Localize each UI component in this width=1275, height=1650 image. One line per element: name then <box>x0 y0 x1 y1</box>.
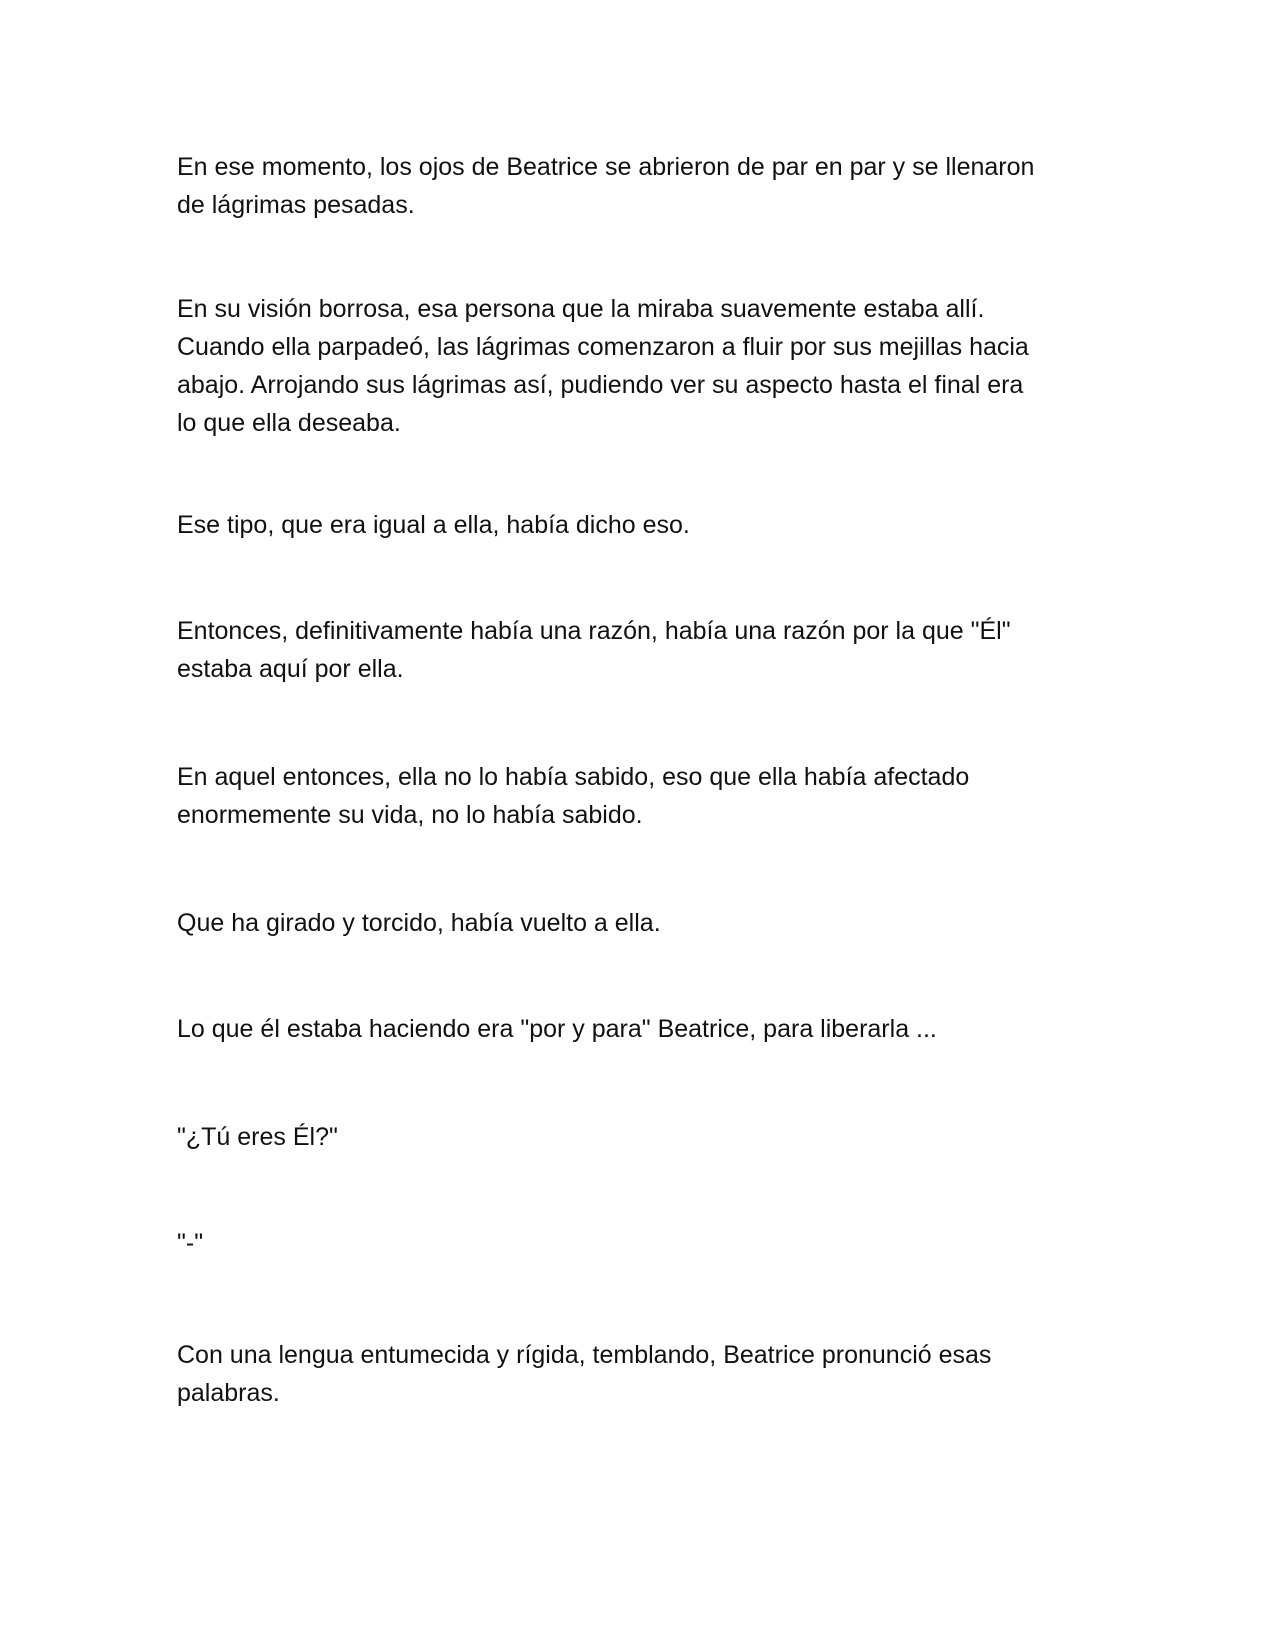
paragraph-line: Con una lengua entumecida y rígida, temblando, Beatrice pronunció esas <box>177 1341 992 1369</box>
paragraph-line: En su visión borrosa, esa persona que la miraba suavemente estaba allí. <box>177 295 985 323</box>
paragraph-6 <box>177 904 1097 942</box>
paragraph-line: estaba aquí por ella. <box>177 655 404 683</box>
paragraph-5 <box>177 758 1097 834</box>
paragraph-line: En ese momento, los ojos de Beatrice se abrieron de par en par y se llenaron <box>177 153 1035 181</box>
paragraph-1 <box>177 148 1097 224</box>
paragraph-line: "-" <box>177 1229 204 1257</box>
paragraph-line: enormemente su vida, no lo había sabido. <box>177 801 643 829</box>
paragraph-10 <box>177 1336 1097 1412</box>
paragraph-line: En aquel entonces, ella no lo había sabido, eso que ella había afectado <box>177 763 970 791</box>
paragraph-line: Entonces, definitivamente había una razón, había una razón por la que "Él" <box>177 617 1011 645</box>
paragraph-7 <box>177 1010 1097 1048</box>
paragraph-line: Que ha girado y torcido, había vuelto a ella. <box>177 909 661 937</box>
paragraph-line: Cuando ella parpadeó, las lágrimas comenzaron a fluir por sus mejillas hacia <box>177 333 1029 361</box>
paragraph-line: "¿Tú eres Él?" <box>177 1123 338 1151</box>
paragraph-3 <box>177 506 1097 544</box>
paragraph-line: lo que ella deseaba. <box>177 409 401 437</box>
paragraph-8 <box>177 1118 1097 1156</box>
paragraph-line: de lágrimas pesadas. <box>177 191 415 219</box>
paragraph-9 <box>177 1224 1097 1262</box>
paragraph-line: Ese tipo, que era igual a ella, había dicho eso. <box>177 511 690 539</box>
paragraph-line: palabras. <box>177 1379 280 1407</box>
paragraph-2 <box>177 290 1097 442</box>
paragraph-line: Lo que él estaba haciendo era "por y para" Beatrice, para liberarla ... <box>177 1015 937 1043</box>
paragraph-4 <box>177 612 1097 688</box>
paragraph-line: abajo. Arrojando sus lágrimas así, pudiendo ver su aspecto hasta el final era <box>177 371 1024 399</box>
